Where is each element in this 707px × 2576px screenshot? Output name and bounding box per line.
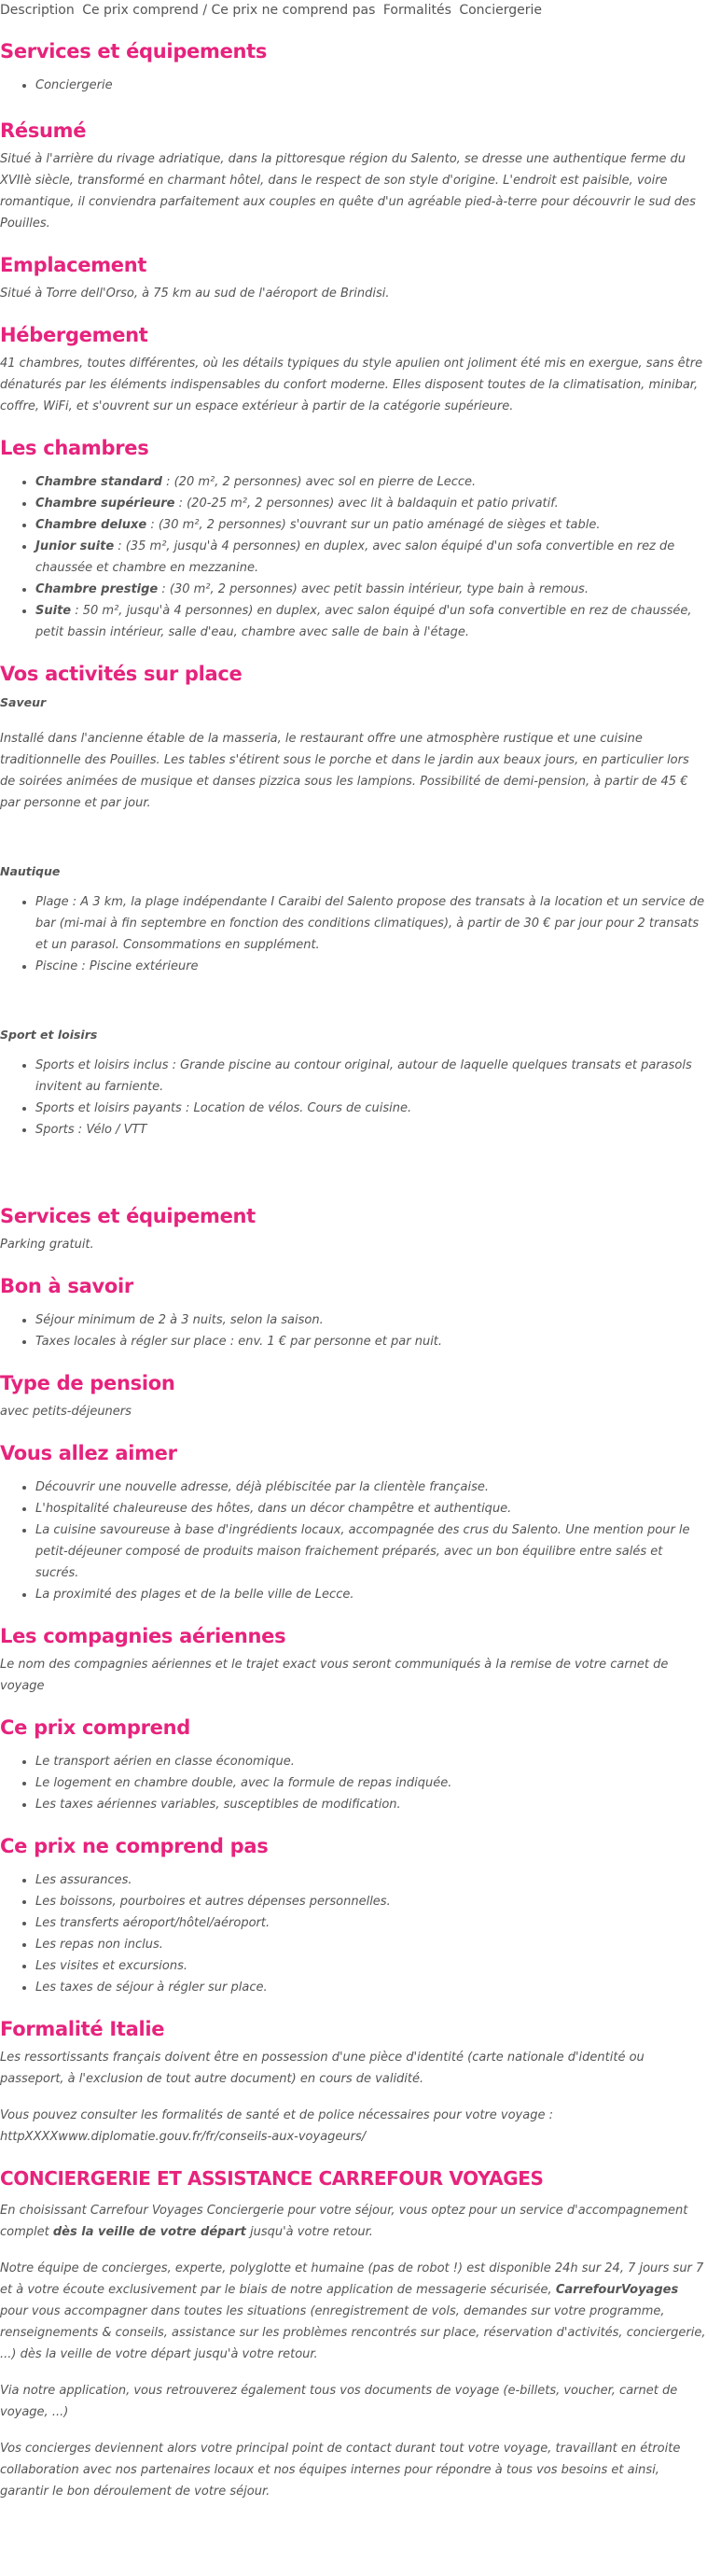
chambres-list — [0, 471, 707, 643]
comprend-title: Ce prix comprend — [0, 1716, 190, 1739]
list-item: • Le logement en chambre double, avec la formule de repas indiquée. — [35, 1772, 707, 1794]
services-equipement-title: Services et équipement — [0, 1205, 256, 1227]
list-item: • Découvrir une nouvelle adresse, déjà plébiscitée par la clientèle française. — [35, 1477, 707, 1498]
bon-a-savoir-list — [0, 1309, 707, 1352]
aimer-list — [0, 1477, 707, 1605]
aimer-title: Vous allez aimer — [0, 1442, 177, 1464]
list-item: • Les visites et excursions. — [35, 1955, 707, 1977]
conciergerie-text-4: Vos concierges deviennent alors votre principal point de contact durant tout votre voyage, travaillant en étroite collaboration avec nos partenaires locaux et nos équipes internes pour répondre à tous vos besoins et ainsi, garantir le bon déroulement de votre séjour. — [0, 2442, 681, 2499]
list-item: • Séjour minimum de 2 à 3 nuits, selon la saison. — [35, 1309, 707, 1331]
list-item: • Sports et loisirs payants : Location de vélos. Cours de cuisine. — [35, 1098, 707, 1119]
list-item: • Plage : A 3 km, la plage indépendante I Caraibi del Salento propose des transats à la location et un service de bar (mi-mai à fin septembre en fonction des conditions climatiques), à partir de 30 € par jour pour 2 transats et un parasol. Consommations en supplément. — [35, 891, 707, 956]
tab-prix[interactable]: Ce prix comprend / Ce prix ne comprend pas — [82, 3, 376, 18]
saveur-subtitle: Saveur — [0, 695, 47, 709]
services-title: Services et équipements — [0, 40, 268, 63]
nautique-list — [0, 891, 707, 977]
list-item: • Les taxes aériennes variables, susceptibles de modification. — [35, 1794, 707, 1815]
ne-comprend-title: Ce prix ne comprend pas — [0, 1835, 269, 1857]
list-item: • Piscine : Piscine extérieure — [35, 956, 707, 977]
hebergement-title: Hébergement — [0, 324, 148, 346]
list-item: • L'hospitalité chaleureuse des hôtes, dans un décor champêtre et authentique. — [35, 1498, 707, 1519]
services-list — [0, 75, 707, 96]
list-item: • Conciergerie — [35, 75, 707, 96]
tab-formalites[interactable]: Formalités — [382, 3, 451, 18]
hebergement-text: 41 chambres, toutes différentes, où les détails typiques du style apulien ont joliment été mis en exergue, sans être dénaturés par les éléments indispensables du confort moderne. Elles disposent toutes de la climatisation, minibar, coffre, WiFi, et s'ouvrent sur un espace extérieur à partir de la catégorie supérieure. — [0, 357, 703, 413]
list-item: • Junior suite : (35 m², jusqu'à 4 personnes) en duplex, avec salon équipé d'un sofa convertible en rez de chaussée et chambre en mezzanine. — [35, 536, 707, 579]
formalite-text-1: Les ressortissants français doivent être en possession d'une pièce d'identité (carte nationale d'identité ou passeport, à l'exclusion de tout autre document) en cours de validité. — [0, 2051, 645, 2086]
compagnies-title: Les compagnies aériennes — [0, 1625, 286, 1647]
list-item: • Les taxes de séjour à régler sur place. — [35, 1977, 707, 1998]
emplacement-title: Emplacement — [0, 254, 147, 276]
list-item: • Chambre deluxe : (30 m², 2 personnes) s'ouvrant sur un patio aménagé de sièges et table. — [35, 514, 707, 536]
tab-description[interactable]: Description — [0, 3, 75, 18]
list-item: • Taxes locales à régler sur place : env. 1 € par personne et par nuit. — [35, 1331, 707, 1352]
sport-list — [0, 1055, 707, 1141]
list-item: • Les repas non inclus. — [35, 1934, 707, 1955]
list-item: • Sports : Vélo / VTT — [35, 1119, 707, 1141]
list-item: • Les transferts aéroport/hôtel/aéroport. — [35, 1912, 707, 1934]
saveur-text: Installé dans l'ancienne étable de la masseria, le restaurant offre une atmosphère rustique et une cuisine traditionnelle des Pouilles. Les tables s'étirent sous le porche et dans le jardin aux beaux jours, en particulier lors de soirées animées de musique et danses pizzica sous les lampions. Possibilité de demi-pension, à partir de 45 € par personne et par jour. — [0, 732, 689, 810]
compagnies-text: Le nom des compagnies aériennes et le trajet exact vous seront communiqués à la remise de votre carnet de voyage — [0, 1658, 669, 1693]
formalite-text-2: Vous pouvez consulter les formalités de santé et de police nécessaires pour votre voyage : httpXXXXwww.diplomatie.gouv.fr/fr/conseils-aux-voyageurs/ — [0, 2108, 553, 2144]
comprend-list — [0, 1751, 707, 1815]
tab-conciergerie[interactable]: Conciergerie — [459, 3, 543, 18]
list-item: • Suite : 50 m², jusqu'à 4 personnes) en duplex, avec salon équipé d'un sofa convertible en rez de chaussée, petit bassin intérieur, salle d'eau, chambre avec salle de bain à l'étage. — [35, 600, 707, 643]
bon-a-savoir-title: Bon à savoir — [0, 1275, 133, 1297]
list-item: • Chambre standard : (20 m², 2 personnes) avec sol en pierre de Lecce. — [35, 471, 707, 493]
list-item: • Les boissons, pourboires et autres dépenses personnelles. — [35, 1891, 707, 1912]
resume-title: Résumé — [0, 119, 87, 142]
resume-text: Situé à l'arrière du rivage adriatique, dans la pittoresque région du Salento, se dresse une authentique ferme du XVIIè siècle, transformé en charmant hôtel, dans le respect de son style d'origine. L'endroit est paisible, voire romantique, il conviendra parfaitement aux couples en quête d'un agréable pied-à-terre pour découvrir le sud des Pouilles. — [0, 152, 696, 231]
conciergerie-text-3: Via notre application, vous retrouverez également tous vos documents de voyage (e-billets, voucher, carnet de voyage, ...) — [0, 2384, 678, 2419]
emplacement-text: Situé à Torre dell'Orso, à 75 km au sud de l'aéroport de Brindisi. — [0, 287, 390, 301]
pension-title: Type de pension — [0, 1372, 175, 1394]
spacer — [0, 1141, 707, 1185]
chambres-title: Les chambres — [0, 437, 149, 459]
sport-subtitle: Sport et loisirs — [0, 1028, 98, 1042]
ne-comprend-list — [0, 1869, 707, 1998]
activites-title: Vos activités sur place — [0, 663, 243, 685]
list-item: • Chambre prestige : (30 m², 2 personnes) avec petit bassin intérieur, type bain à remous. — [35, 579, 707, 600]
list-item: • Le transport aérien en classe économique. — [35, 1751, 707, 1772]
list-item: • La cuisine savoureuse à base d'ingrédients locaux, accompagnée des crus du Salento. Une mention pour le petit-déjeuner composé de produits maison fraichement préparés, avec un bon équilibre entre salés et sucrés. — [35, 1519, 707, 1584]
list-item: • Chambre supérieure : (20-25 m², 2 personnes) avec lit à baldaquin et patio privatif. — [35, 493, 707, 514]
conciergerie-text-1: En choisissant Carrefour Voyages Conciergerie pour votre séjour, vous optez pour un service d'accompagnement complet dès la veille de votre départ jusqu'à votre retour. — [0, 2204, 688, 2239]
formalite-title: Formalité Italie — [0, 2018, 165, 2040]
list-item: • Sports et loisirs inclus : Grande piscine au contour original, autour de laquelle quelques transats et parasols invitent au farniente. — [35, 1055, 707, 1098]
services-equipement-text: Parking gratuit. — [0, 1238, 94, 1252]
nautique-subtitle: Nautique — [0, 864, 61, 878]
tab-nav — [0, 0, 707, 21]
list-item: • La proximité des plages et de la belle ville de Lecce. — [35, 1584, 707, 1605]
conciergerie-text-2: Notre équipe de concierges, experte, polyglotte et humaine (pas de robot !) est disponible 24h sur 24, 7 jours sur 7 et à votre écoute exclusivement par le biais de notre application de messagerie sécurisée, CarrefourVoyages pour vous accompagner dans toutes les situations (enregistrement de vols, demandes sur votre programme, renseignements & conseils, assistance sur les problèmes rencontrés sur place, réservation d'activités, conciergerie, ...) dès la veille de votre départ jusqu'à votre retour. — [0, 2261, 706, 2361]
list-item: • Les assurances. — [35, 1869, 707, 1891]
conciergerie-title: CONCIERGERIE ET ASSISTANCE CARREFOUR VOYAGES — [0, 2167, 544, 2190]
pension-text: avec petits-déjeuners — [0, 1405, 132, 1419]
